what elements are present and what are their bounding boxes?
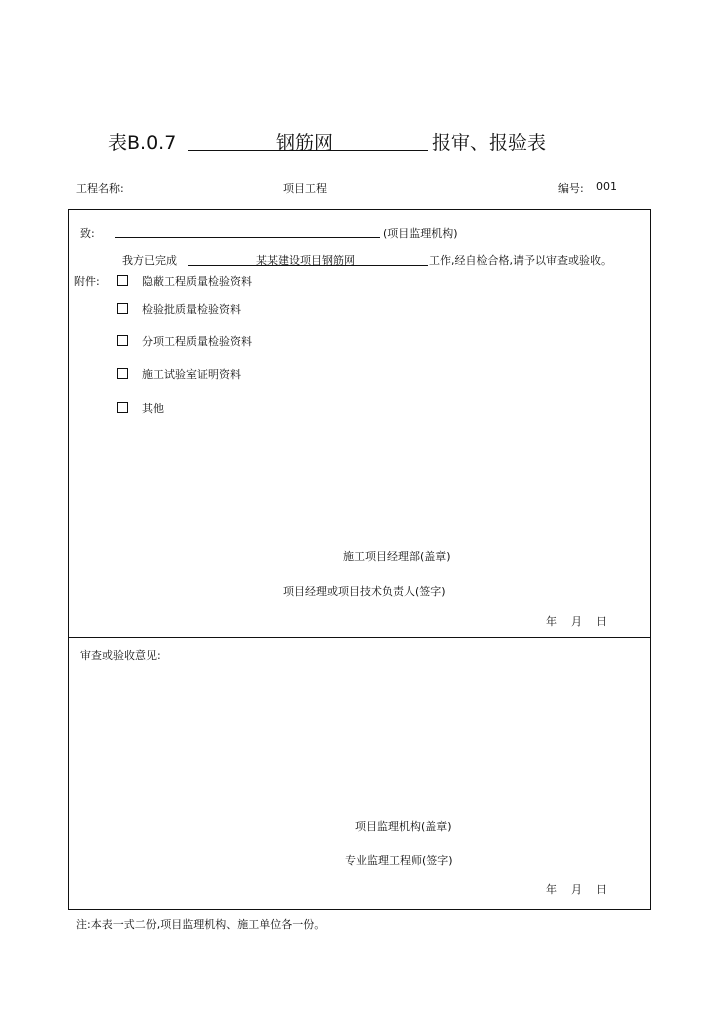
contractor-signature: 项目经理或项目技术负责人(签字) bbox=[283, 585, 446, 598]
project-name-label: 工程名称: bbox=[76, 182, 124, 195]
checkbox-lab-certificate[interactable] bbox=[117, 368, 128, 379]
form-title-suffix: 报审、报验表 bbox=[432, 132, 547, 154]
attachments-label: 附件: bbox=[74, 275, 100, 288]
number-label: 编号: bbox=[558, 182, 584, 195]
completed-suffix: 工作,经自检合格,请予以审查或验收。 bbox=[429, 254, 612, 267]
supervisor-seal: 项目监理机构(盖章) bbox=[355, 820, 452, 833]
attachment-item: 其他 bbox=[142, 402, 164, 415]
attachment-item: 检验批质量检验资料 bbox=[142, 303, 241, 316]
number-value: 001 bbox=[596, 180, 617, 193]
date-line-1: 年 月 日 bbox=[546, 615, 607, 628]
contractor-seal: 施工项目经理部(盖章) bbox=[343, 550, 451, 563]
attachment-item: 施工试验室证明资料 bbox=[142, 368, 241, 381]
completed-work: 某某建设项目钢筋网 bbox=[256, 254, 355, 267]
checkbox-other[interactable] bbox=[117, 402, 128, 413]
checkbox-inspection-lot[interactable] bbox=[117, 303, 128, 314]
date-line-2: 年 月 日 bbox=[546, 883, 607, 896]
supervisor-signature: 专业监理工程师(签字) bbox=[345, 854, 453, 867]
section-divider bbox=[68, 637, 651, 638]
footnote: 注:本表一式二份,项目监理机构、施工单位各一份。 bbox=[76, 918, 326, 931]
attachment-item: 分项工程质量检验资料 bbox=[142, 335, 252, 348]
form-title-prefix: 表B.0.7 bbox=[108, 132, 177, 154]
form-title-subject: 钢筋网 bbox=[276, 132, 334, 154]
to-label: 致: bbox=[80, 227, 95, 240]
to-underline bbox=[115, 237, 380, 238]
project-name-value: 项目工程 bbox=[283, 182, 327, 195]
supervision-org-note: (项目监理机构) bbox=[383, 227, 458, 240]
checkbox-hidden-works[interactable] bbox=[117, 275, 128, 286]
checkbox-sub-item[interactable] bbox=[117, 335, 128, 346]
attachment-item: 隐蔽工程质量检验资料 bbox=[142, 275, 252, 288]
completed-prefix: 我方已完成 bbox=[122, 254, 177, 267]
review-opinion-label: 审查或验收意见: bbox=[80, 649, 161, 662]
